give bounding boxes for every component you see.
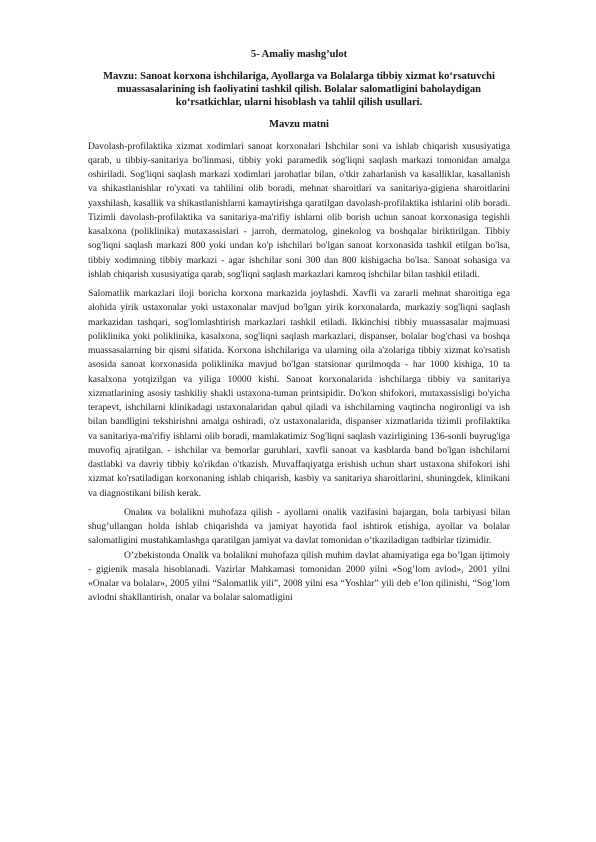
paragraph: Onalик va bolalikni muhofaza qilish - ayollarni onalik vazifasini bajargan, bola tarbiyasi bilan shug’ullangan holda ishlab chiqarishda va jamiyat hayotida faol ishtirok etishiga, ayollar va bolalar salomatligini mustahkamlashga qaratilgan jamiyat va davlat tomonidan o’tkaziladigan tadbirlar tizimidir. — [88, 506, 510, 547]
paragraph: Davolash-profilaktika xizmat xodimlari sanoat korxonalari Ishchilar soni va ishlab chiqarish xususiyatiga qarab, u tibbiy-sanitariya bo'linmasi, tibbiy yoki paramedik sog'liqni saqlash markazi tomonidan amalga oshiriladi. Sog'liqni saqlash markazi xodimlari jarohatlar bilan, o'tkir zaharlanish va kasalliklar, kasallanish va shikastlanishlar ro'yxati va tahlilini olib boradi, mehnat sharoitlari va sanitariya-gigiena sharoitlarini yaxshilash, kasallik va shikastlanishlarni kamaytirishga qaratilgan davolash-profilaktika ishlarini olib boradi. Tizimli davolash-profilaktika va sanitariya-ma'rifiy ishlarni olib borish uchun sanoat korxonasiga tegishli kasalxona (poliklinika) mutaxassislari - jarroh, dermatolog, ginekolog va boshqalar biriktirilgan. Tibbiy sog'liqni saqlash markazi 800 yoki undan ko'p ishchilari bo'lgan sanoat korxonasida tashkil etilgan bo'lsa, tibbiy xodimning tibbiy markazi - agar ishchilar soni 300 dan 800 kishigacha bo'lsa. Sanoat sohasiga va ishlab chiqarish xususiyatiga qarab, sog'liqni saqlash markazlari kamroq ishchilar bilan tashkil etiladi. — [88, 140, 510, 280]
topic-heading: Mavzu: Sanoat korxona ishchilariga, Ayollarga va Bolalarga tibbiy xizmat ko‘rsatuvchi muassasalarining ish faoliyatini tashkil qilish. Bolalar salomatligini baholaydigan ko‘rsatkichlar, ularni hisoblash va tahlil qilish usullari. — [103, 71, 495, 109]
section-subheading: Mavzu matni — [269, 118, 329, 130]
lesson-title: 5- Amaliy mashg’ulot — [250, 49, 348, 60]
paragraph: Salomatlik markazlari iloji boricha korxona markazida joylashdi. Xavfli va zararli mehnat sharoitiga ega alohida yirik ustaxonalar yoki ustaxonalar mavjud bo'lgan yirik korxonalarda, markaziy sog'liqni saqlash markazidan tashqari, sog'lomlashtirish markazlari tashkil etiladi. Ikkinchisi tibbiy muassasalar majmuasi poliklinika yoki poliklinika, kasalxona, sog'liqni saqlash markazlari, dispanser, bolalar bog'chasi va boshqa muassasalarning bir qismi sifatida. Korxona ishchilariga va ularning oila a'zolariga tibbiy xizmat ko'rsatish asosida sanoat korxonasida poliklinika mavjud bo'lgan statsionar qurilmoqda - har 1000 kishiga, 10 ta kasalxona yotqizilgan va yiliga 10000 kishi. Sanoat korxonalarida ishchilarga tibbiy va sanitariya xizmatlarining asosiy tashkiliy shakli ustaxona-tuman printsipidir. Do'kon shifokori, mutaxassisligi bo'yicha terapevt, ishchilarni klinikadagi ustaxonalaridan qabul qiladi va ishchilarning vaqtincha nogironligi va ish bilan bandligini tekshirishni amalga oshiradi, o'z ustaxonalarida, dispanser xizmatlarida tizimli profilaktika va sanitariya-ma'rifiy ishlarni olib boradi, mamlakatimiz Sog'liqni saqlash vazirligining 136-sonli buyrug'iga muvofiq ajratilgan. - ishchilar va bemorlar guruhlari, xavfli sanoat va kasblarda band bo'lgan ishchilarni dastlabki va davriy tibbiy ko'rikdan o'tkazish. Muvaffaqiyatga erishish uchun shart ustaxona shifokori ishi xizmat ko'rsatiladigan korxonaning ishlab chiqarish, kasbiy va sanitariya sharoitlarini, shuningdek, klinikani va diagnostikani bilish kerak. — [88, 288, 510, 499]
paragraph: O’zbekistonda Onalik va bolalikni muhofaza qilish muhim davlat ahamiyatiga ega bo’lgan ijtimoiy - gigienik masala hisoblanadi. Vazirlar Mahkamasi tomonidan 2000 yilni «Sog’lom avlod», 2001 yilni «Onalar va bolalar», 2005 yilni “Salomatlik yili”, 2008 yilni esa “Yoshlar” yili deb e’lon qilinishi, “Sog’lom avlodni shakllantirish, onalar va bolalar salomatligini — [88, 549, 510, 604]
document-body — [88, 48, 510, 606]
